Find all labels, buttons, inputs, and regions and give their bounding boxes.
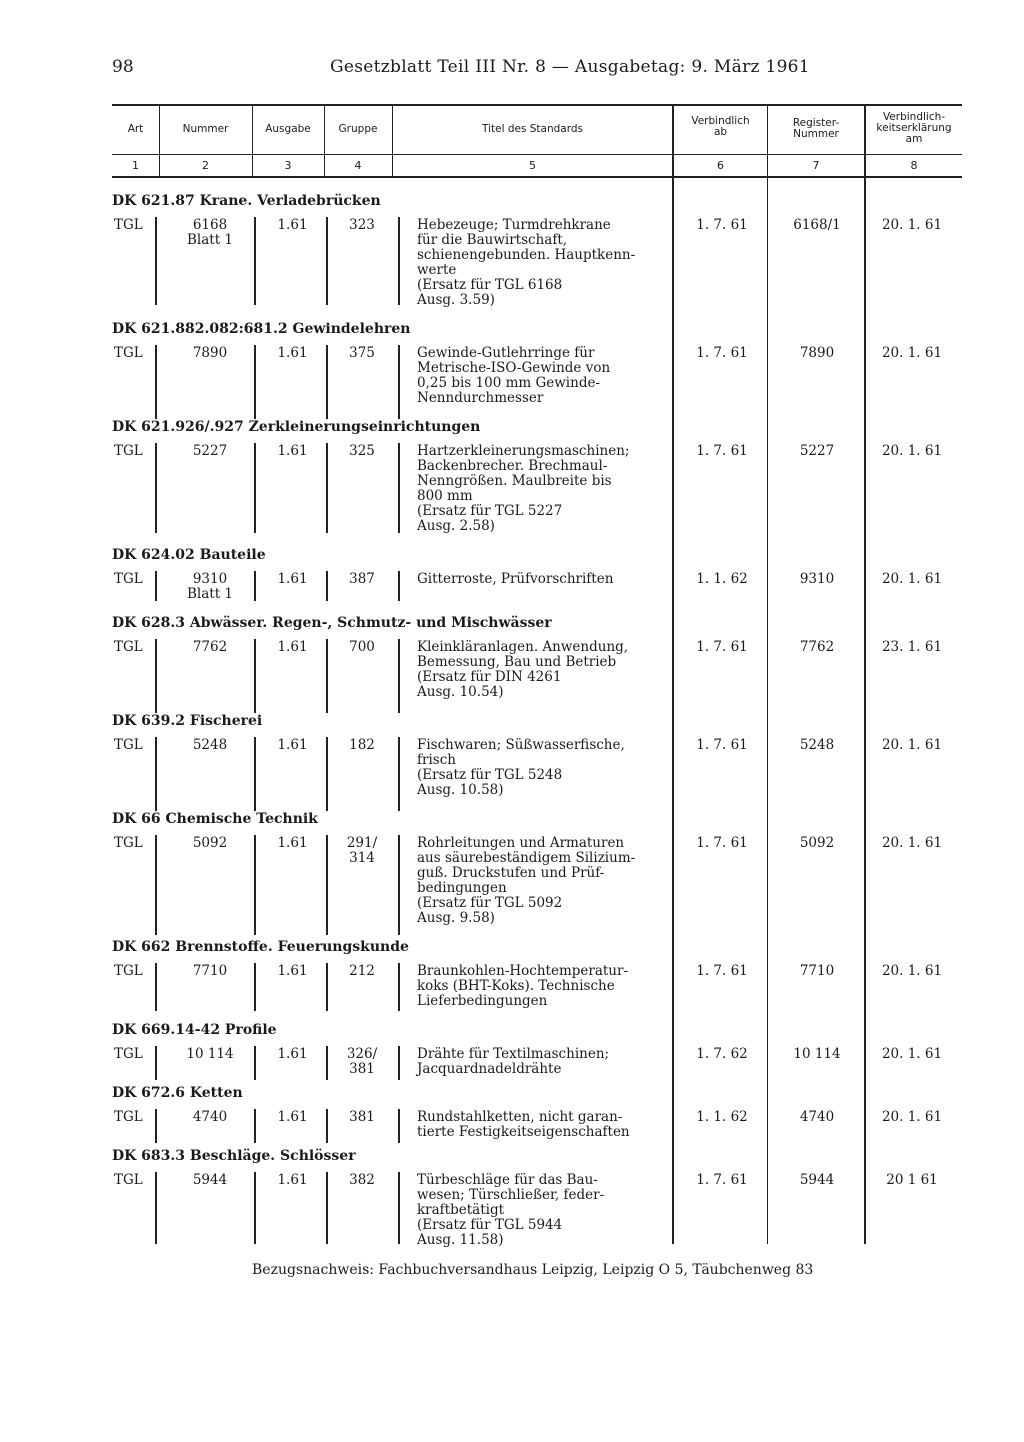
nummer-blatt: Blatt 1 bbox=[186, 232, 234, 248]
col-number-2: 2 bbox=[202, 159, 209, 172]
nummer-blatt: Blatt 1 bbox=[186, 586, 234, 602]
titel-line: (Ersatz für TGL 6168 bbox=[417, 277, 563, 293]
gruppe-separator bbox=[326, 1109, 328, 1143]
titel-line: (Ersatz für TGL 5092 bbox=[417, 895, 563, 911]
cell-titel bbox=[417, 738, 672, 798]
titel-line: Gewinde-Gutlehrringe für bbox=[417, 345, 595, 361]
cell-nummer bbox=[160, 1110, 260, 1125]
titel-line: Nenngrößen. Maulbreite bis bbox=[417, 473, 612, 489]
cell-verbindlich: 1. 1. 62 bbox=[696, 1109, 748, 1125]
cell-art: TGL bbox=[114, 639, 143, 655]
titel-line: Braunkohlen-Hochtemperatur- bbox=[417, 963, 629, 979]
gruppe-separator bbox=[326, 963, 328, 1011]
art-separator bbox=[155, 1172, 157, 1244]
cell-gruppe bbox=[332, 640, 392, 655]
section-heading: DK 66 Chemische Technik bbox=[112, 811, 318, 827]
section-dk-639-2 bbox=[112, 713, 962, 808]
col-number-8: 8 bbox=[910, 159, 918, 172]
cell-nummer bbox=[160, 1047, 260, 1062]
section-dk-621-926 bbox=[112, 419, 962, 539]
cell-verbindlich: 1. 7. 61 bbox=[696, 443, 748, 459]
cell-titel bbox=[417, 964, 672, 1009]
col-head-titel: Titel des Standards bbox=[481, 123, 583, 135]
gruppe-line: 700 bbox=[349, 639, 375, 655]
col-head-erklaerung-line1: Verbindlich- bbox=[882, 111, 946, 123]
cell-register: 5248 bbox=[799, 737, 835, 753]
nummer-line: 5227 bbox=[192, 443, 228, 459]
titel-line: (Ersatz für TGL 5248 bbox=[417, 767, 563, 783]
titel-line: Rohrleitungen und Armaturen bbox=[417, 835, 625, 851]
titel-line: Ausg. 10.54) bbox=[417, 684, 504, 700]
col-head-nummer: Nummer bbox=[182, 123, 229, 135]
page-number: 98 bbox=[112, 57, 134, 77]
cell-nummer bbox=[160, 836, 260, 851]
titel-line: Kleinkläranlagen. Anwendung, bbox=[417, 639, 629, 655]
nummer-line: 7890 bbox=[192, 345, 228, 361]
col-head-register bbox=[768, 118, 864, 140]
section-heading: DK 662 Brennstoffe. Feuerungskunde bbox=[112, 939, 409, 955]
section-dk-624-02 bbox=[112, 547, 962, 607]
gruppe-line: 291/ bbox=[346, 835, 378, 851]
section-heading: DK 683.3 Beschläge. Schlösser bbox=[112, 1148, 356, 1164]
cell-register: 5944 bbox=[799, 1172, 835, 1188]
cell-register: 4740 bbox=[799, 1109, 835, 1125]
cell-register: 5092 bbox=[799, 835, 835, 851]
col-number-6: 6 bbox=[717, 159, 724, 172]
col-number-1: 1 bbox=[132, 159, 139, 172]
nummer-line: 9310 bbox=[192, 571, 228, 587]
titel-line: 0,25 bis 100 mm Gewinde- bbox=[417, 375, 601, 391]
col-number-3: 3 bbox=[284, 159, 292, 172]
art-separator bbox=[155, 345, 157, 419]
cell-gruppe bbox=[332, 836, 392, 866]
titel-line: Türbeschläge für das Bau- bbox=[417, 1172, 598, 1188]
titel-separator bbox=[398, 1172, 400, 1244]
art-separator bbox=[155, 443, 157, 533]
cell-ausgabe: 1.61 bbox=[277, 345, 308, 361]
cell-ausgabe: 1.61 bbox=[277, 1172, 308, 1188]
cell-nummer bbox=[160, 572, 260, 602]
titel-separator bbox=[398, 835, 400, 935]
cell-gruppe bbox=[332, 346, 392, 361]
cell-titel bbox=[417, 444, 672, 534]
section-dk-621-882 bbox=[112, 321, 962, 411]
cell-erklaerung: 20. 1. 61 bbox=[881, 835, 943, 851]
cell-register: 6168/1 bbox=[793, 217, 841, 233]
cell-titel bbox=[417, 640, 672, 700]
gruppe-line: 323 bbox=[349, 217, 375, 233]
titel-line: Fischwaren; Süßwasserfische, bbox=[417, 737, 625, 753]
col-head-ausgabe: Ausgabe bbox=[265, 123, 311, 135]
table-numbers-rule bbox=[112, 176, 962, 178]
cell-ausgabe: 1.61 bbox=[277, 571, 308, 587]
cell-nummer bbox=[160, 1173, 260, 1188]
cell-ausgabe: 1.61 bbox=[277, 217, 308, 233]
titel-line: kraftbetätigt bbox=[417, 1202, 505, 1218]
gruppe-line2: 314 bbox=[349, 850, 375, 866]
gruppe-separator bbox=[326, 443, 328, 533]
cell-ausgabe: 1.61 bbox=[277, 1046, 308, 1062]
cell-art: TGL bbox=[114, 443, 143, 459]
cell-register: 7710 bbox=[799, 963, 835, 979]
cell-titel bbox=[417, 1047, 672, 1077]
art-separator bbox=[155, 737, 157, 811]
standards-table bbox=[112, 0, 962, 1442]
gruppe-separator bbox=[326, 571, 328, 601]
titel-line: Hartzerkleinerungsmaschinen; bbox=[417, 443, 630, 459]
titel-line: werte bbox=[417, 262, 457, 278]
titel-line: frisch bbox=[417, 752, 456, 768]
titel-line: Rundstahlketten, nicht garan- bbox=[417, 1109, 623, 1125]
cell-verbindlich: 1. 7. 61 bbox=[696, 345, 748, 361]
page-title: Gesetzblatt Teil III Nr. 8 — Ausgabetag: 9. März 1961 bbox=[330, 57, 810, 77]
cell-nummer bbox=[160, 640, 260, 655]
art-separator bbox=[155, 963, 157, 1011]
cell-register: 10 114 bbox=[793, 1046, 841, 1062]
titel-separator bbox=[398, 1046, 400, 1080]
col-head-erklaerung-line3: am bbox=[905, 133, 923, 145]
section-dk-683-3 bbox=[112, 1148, 962, 1248]
section-dk-621-87 bbox=[112, 193, 962, 313]
titel-separator bbox=[398, 345, 400, 419]
gruppe-line: 382 bbox=[349, 1172, 375, 1188]
cell-art: TGL bbox=[114, 835, 143, 851]
cell-verbindlich: 1. 7. 61 bbox=[696, 737, 748, 753]
cell-art: TGL bbox=[114, 217, 143, 233]
nummer-line: 10 114 bbox=[186, 1046, 234, 1062]
titel-line: 800 mm bbox=[417, 488, 473, 504]
cell-art: TGL bbox=[114, 963, 143, 979]
cell-titel bbox=[417, 1110, 672, 1140]
gruppe-line: 326/ bbox=[346, 1046, 378, 1062]
gruppe-separator bbox=[326, 345, 328, 419]
cell-erklaerung: 20. 1. 61 bbox=[881, 1109, 943, 1125]
cell-nummer bbox=[160, 964, 260, 979]
col-number-5: 5 bbox=[529, 159, 536, 172]
cell-verbindlich: 1. 7. 61 bbox=[696, 217, 748, 233]
table-top-rule bbox=[112, 104, 962, 106]
section-dk-66 bbox=[112, 811, 962, 936]
col-number-4: 4 bbox=[354, 159, 362, 172]
cell-titel bbox=[417, 218, 672, 308]
titel-line: Ausg. 3.59) bbox=[417, 292, 495, 308]
titel-line: Ausg. 2.58) bbox=[417, 518, 495, 534]
cell-gruppe bbox=[332, 1173, 392, 1188]
titel-line: Nenndurchmesser bbox=[417, 390, 544, 406]
col-head-gruppe: Gruppe bbox=[338, 123, 378, 135]
titel-line: guß. Druckstufen und Prüf- bbox=[417, 865, 605, 881]
cell-erklaerung: 20 1 61 bbox=[886, 1172, 938, 1188]
cell-titel bbox=[417, 346, 672, 406]
art-separator bbox=[155, 835, 157, 935]
titel-line: (Ersatz für TGL 5227 bbox=[417, 503, 563, 519]
cell-ausgabe: 1.61 bbox=[277, 639, 308, 655]
gruppe-separator bbox=[326, 835, 328, 935]
cell-art: TGL bbox=[114, 1046, 143, 1062]
cell-verbindlich: 1. 7. 61 bbox=[696, 1172, 748, 1188]
gruppe-line: 325 bbox=[349, 443, 375, 459]
titel-line: Ausg. 11.58) bbox=[417, 1232, 504, 1248]
cell-ausgabe: 1.61 bbox=[277, 963, 308, 979]
gruppe-line: 212 bbox=[349, 963, 375, 979]
titel-line: Lieferbedingungen bbox=[417, 993, 548, 1009]
cell-gruppe bbox=[332, 572, 392, 587]
cell-ausgabe: 1.61 bbox=[277, 443, 308, 459]
cell-titel bbox=[417, 572, 672, 587]
cell-gruppe bbox=[332, 444, 392, 459]
gruppe-line: 375 bbox=[349, 345, 375, 361]
titel-line: (Ersatz für TGL 5944 bbox=[417, 1217, 563, 1233]
titel-separator bbox=[398, 963, 400, 1011]
cell-erklaerung: 20. 1. 61 bbox=[881, 443, 943, 459]
titel-line: tierte Festigkeitseigenschaften bbox=[417, 1124, 630, 1140]
col-head-verbindlich-line1: Verbindlich bbox=[691, 115, 750, 127]
cell-ausgabe: 1.61 bbox=[277, 737, 308, 753]
cell-art: TGL bbox=[114, 737, 143, 753]
nummer-line: 6168 bbox=[192, 217, 228, 233]
col-head-register-line2: Nummer bbox=[793, 128, 839, 140]
section-dk-669-14 bbox=[112, 1022, 962, 1082]
art-separator bbox=[155, 1109, 157, 1143]
cell-verbindlich: 1. 7. 62 bbox=[696, 1046, 748, 1062]
cell-verbindlich: 1. 7. 61 bbox=[696, 639, 748, 655]
cell-nummer bbox=[160, 738, 260, 753]
cell-erklaerung: 20. 1. 61 bbox=[881, 737, 943, 753]
cell-verbindlich: 1. 7. 61 bbox=[696, 963, 748, 979]
titel-line: für die Bauwirtschaft, bbox=[417, 232, 568, 248]
gruppe-line: 381 bbox=[349, 1109, 375, 1125]
table-header-rule bbox=[112, 154, 962, 155]
art-separator bbox=[155, 217, 157, 305]
col-head-verbindlich bbox=[674, 116, 767, 138]
section-heading: DK 624.02 Bauteile bbox=[112, 547, 266, 563]
col-head-erklaerung-line2: keitserklärung bbox=[876, 122, 952, 134]
cell-register: 7762 bbox=[799, 639, 835, 655]
titel-line: (Ersatz für DIN 4261 bbox=[417, 669, 562, 685]
gruppe-separator bbox=[326, 217, 328, 305]
cell-erklaerung: 20. 1. 61 bbox=[881, 963, 943, 979]
cell-art: TGL bbox=[114, 571, 143, 587]
section-heading: DK 621.926/.927 Zerkleinerungseinrichtungen bbox=[112, 419, 481, 435]
cell-ausgabe: 1.61 bbox=[277, 1109, 308, 1125]
titel-line: Drähte für Textilmaschinen; bbox=[417, 1046, 610, 1062]
cell-gruppe bbox=[332, 1047, 392, 1077]
titel-separator bbox=[398, 737, 400, 811]
cell-erklaerung: 20. 1. 61 bbox=[881, 1046, 943, 1062]
titel-separator bbox=[398, 1109, 400, 1143]
cell-verbindlich: 1. 1. 62 bbox=[696, 571, 748, 587]
titel-line: Backenbrecher. Brechmaul- bbox=[417, 458, 608, 474]
titel-line: bedingungen bbox=[417, 880, 507, 896]
cell-gruppe bbox=[332, 1110, 392, 1125]
gruppe-separator bbox=[326, 737, 328, 811]
titel-line: koks (BHT-Koks). Technische bbox=[417, 978, 615, 994]
art-separator bbox=[155, 571, 157, 601]
cell-ausgabe: 1.61 bbox=[277, 835, 308, 851]
cell-gruppe bbox=[332, 218, 392, 233]
cell-register: 9310 bbox=[799, 571, 835, 587]
titel-separator bbox=[398, 443, 400, 533]
section-heading: DK 669.14-42 Profile bbox=[112, 1022, 277, 1038]
cell-erklaerung: 23. 1. 61 bbox=[881, 639, 943, 655]
titel-line: Ausg. 10.58) bbox=[417, 782, 504, 798]
titel-line: Jacquardnadeldrähte bbox=[417, 1061, 562, 1077]
titel-separator bbox=[398, 639, 400, 713]
titel-line: wesen; Türschließer, feder- bbox=[417, 1187, 605, 1203]
section-dk-628-3 bbox=[112, 615, 962, 710]
col-head-erklaerung bbox=[866, 112, 962, 145]
col-head-register-line1: Register- bbox=[792, 117, 840, 129]
section-heading: DK 621.882.082:681.2 Gewindelehren bbox=[112, 321, 411, 337]
art-separator bbox=[155, 1046, 157, 1080]
titel-line: Gitterroste, Prüfvorschriften bbox=[417, 571, 614, 587]
gruppe-separator bbox=[326, 1046, 328, 1080]
cell-gruppe bbox=[332, 964, 392, 979]
gruppe-line: 387 bbox=[349, 571, 375, 587]
cell-nummer bbox=[160, 346, 260, 361]
cell-erklaerung: 20. 1. 61 bbox=[881, 345, 943, 361]
titel-line: Ausg. 9.58) bbox=[417, 910, 495, 926]
gruppe-line: 182 bbox=[349, 737, 375, 753]
gruppe-separator bbox=[326, 1172, 328, 1244]
cell-erklaerung: 20. 1. 61 bbox=[881, 571, 943, 587]
cell-register: 5227 bbox=[799, 443, 835, 459]
nummer-line: 7762 bbox=[192, 639, 228, 655]
titel-separator bbox=[398, 571, 400, 601]
section-heading: DK 672.6 Ketten bbox=[112, 1085, 243, 1101]
nummer-line: 4740 bbox=[192, 1109, 228, 1125]
titel-line: Bemessung, Bau und Betrieb bbox=[417, 654, 617, 670]
cell-verbindlich: 1. 7. 61 bbox=[696, 835, 748, 851]
gruppe-separator bbox=[326, 639, 328, 713]
col-number-7: 7 bbox=[812, 159, 820, 172]
cell-nummer bbox=[160, 218, 260, 248]
titel-line: Metrische-ISO-Gewinde von bbox=[417, 360, 611, 376]
titel-separator bbox=[398, 217, 400, 305]
nummer-line: 5944 bbox=[192, 1172, 228, 1188]
cell-register: 7890 bbox=[799, 345, 835, 361]
cell-art: TGL bbox=[114, 345, 143, 361]
section-dk-672-6 bbox=[112, 1085, 962, 1147]
titel-line: Hebezeuge; Turmdrehkrane bbox=[417, 217, 611, 233]
col-head-art: Art bbox=[127, 123, 144, 135]
cell-titel bbox=[417, 836, 672, 926]
cell-erklaerung: 20. 1. 61 bbox=[881, 217, 943, 233]
cell-art: TGL bbox=[114, 1109, 143, 1125]
art-separator bbox=[155, 639, 157, 713]
cell-titel bbox=[417, 1173, 672, 1248]
footer-reference: Bezugsnachweis: Fachbuchversandhaus Leipzig, Leipzig O 5, Täubchenweg 83 bbox=[252, 1262, 814, 1278]
nummer-line: 5092 bbox=[192, 835, 228, 851]
nummer-line: 7710 bbox=[192, 963, 228, 979]
titel-line: schienengebunden. Hauptkenn- bbox=[417, 247, 636, 263]
cell-gruppe bbox=[332, 738, 392, 753]
section-heading: DK 628.3 Abwässer. Regen-, Schmutz- und Mischwässer bbox=[112, 615, 552, 631]
section-dk-662 bbox=[112, 939, 962, 1014]
cell-nummer bbox=[160, 444, 260, 459]
section-heading: DK 621.87 Krane. Verladebrücken bbox=[112, 193, 381, 209]
gruppe-line2: 381 bbox=[349, 1061, 375, 1077]
col-head-verbindlich-line2: ab bbox=[713, 126, 728, 138]
section-heading: DK 639.2 Fischerei bbox=[112, 713, 263, 729]
cell-art: TGL bbox=[114, 1172, 143, 1188]
titel-line: aus säurebeständigem Silizium- bbox=[417, 850, 636, 866]
nummer-line: 5248 bbox=[192, 737, 228, 753]
